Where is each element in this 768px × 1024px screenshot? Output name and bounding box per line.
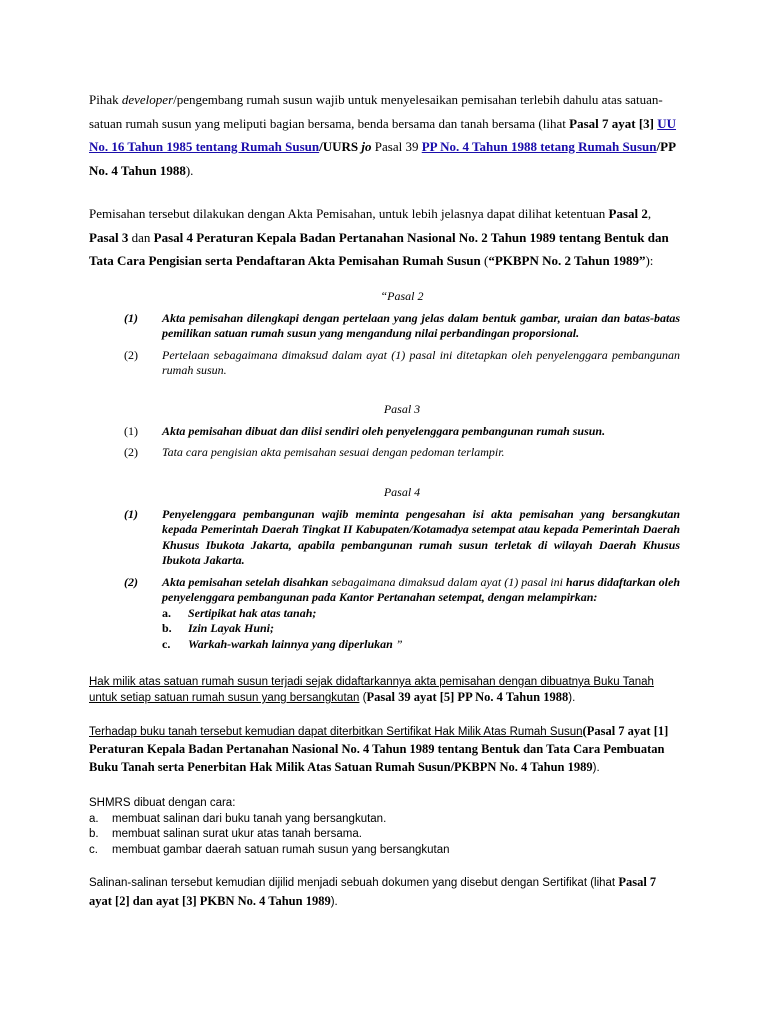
pasal-2-title: “Pasal 2 [380, 289, 424, 303]
salinan-paragraph: Salinan-salinan tersebut kemudian dijilid menjadi sebuah dokumen yang disebut dengan Sertifikat (lihat Pasal 7 ayat [2] dan ayat [3] PKBN No. 4 Tahun 1989). [89, 875, 657, 908]
pasal-2-block [124, 289, 680, 385]
pasal-3-item-2: (2) Tata cara pengisian akta pemisahan sesuai dengan pedoman terlampir. [124, 445, 505, 459]
intro-paragraph: Pihak developer/pengembang rumah susun wajib untuk menyelesaikan pemisahan terlebih dahulu atas satuan-satuan rumah susun yang meliputi bagian bersama, benda bersama dan tanah bersama (lihat Pasal 7 ayat [3] UU No. 16 Tahun 1985 tentang Rumah Susun/UURS jo Pasal 39 PP No. 4 Tahun 1988 tetang Rumah Susun/PP No. 4 Tahun 1988). [89, 92, 677, 178]
pasal-3-item-1: (1) Akta pemisahan dibuat dan diisi sendiri oleh penyelenggara pembangunan rumah susun. [124, 423, 606, 438]
pasal-4-sub-b: b. Izin Layak Huni; [162, 621, 275, 635]
pasal-4-block [124, 485, 680, 658]
uu-16-1985-link[interactable]: UU No. 16 Tahun 1985 tentang Rumah Susun [89, 115, 677, 154]
shmrs-item-a: a. membuat salinan dari buku tanah yang bersangkutan. [89, 812, 387, 825]
pasal-2-item-1: (1) Akta pemisahan dilengkapi dengan pertelaan yang jelas dalam bentuk gambar, uraian dan batas-batas pemilikan satuan rumah susun yang mengandung nilai perbandingan proporsional. [124, 310, 680, 340]
pasal-2-item-2: (2) Pertelaan sebagaimana dimaksud dalam ayat (1) pasal ini ditetapkan oleh penyelenggara pembangunan rumah susun. [124, 347, 680, 377]
pasal-3-block [124, 402, 680, 467]
pasal-4-sub-c: c. Warkah-warkah lainnya yang diperlukan ” [162, 636, 403, 651]
pasal-4-item-2: (2) Akta pemisahan setelah disahkan sebagaimana dimaksud dalam ayat (1) pasal ini harus didaftarkan oleh penyelenggara pembangunan pada Kantor Pertanahan setempat, dengan melampirkan: a. Sertipikat hak atas tanah; b. Izin Layak Huni; c. Warkah-warkah lainnya yang diperlukan ” [124, 574, 680, 651]
shmrs-list [89, 796, 680, 858]
pasal-4-sub-a: a. Sertipikat hak atas tanah; [162, 605, 317, 620]
pasal-3-title: Pasal 3 [383, 402, 421, 416]
pasal-4-title: Pasal 4 [383, 485, 421, 499]
shmrs-item-c: c. membuat gambar daerah satuan rumah susun yang bersangkutan [89, 843, 450, 856]
pasal-4-item-1: (1) Penyelenggara pembangunan wajib meminta pengesahan isi akta pemisahan yang bersangkutan kepada Pemerintah Daerah Tingkat II Kabupaten/Kotamadya setempat atau kepada Pemerintah Daerah Khusus Ibukota Jakarta, apabila pembangunan rumah susun terletak di wilayah Daerah Khusus Ibukota Jakarta. [124, 506, 680, 567]
pp-4-1988-link[interactable]: PP No. 4 Tahun 1988 tetang Rumah Susun [421, 139, 657, 154]
hak-milik-paragraph: Hak milik atas satuan rumah susun terjadi sejak didaftarkannya akta pemisahan dengan dibuatnya Buku Tanah untuk setiap satuan rumah susun yang bersangkutan (Pasal 39 ayat [5] PP No. 4 Tahun 1988). [89, 676, 654, 704]
terhadap-paragraph: Terhadap buku tanah tersebut kemudian dapat diterbitkan Sertifikat Hak Milik Atas Rumah Susun(Pasal 7 ayat [1] Peraturan Kepala Badan Pertanahan Nasional No. 4 Tahun 1989 tentang Bentuk dan Tata Cara Pembuatan Buku Tanah serta Penerbitan Hak Milik Atas Satuan Rumah Susun/PKBPN No. 4 Tahun 1989). [89, 724, 669, 774]
shmrs-item-b: b. membuat salinan surat ukur atas tanah bersama. [89, 828, 362, 840]
pemisahan-paragraph: Pemisahan tersebut dilakukan dengan Akta Pemisahan, untuk lebih jelasnya dapat dilihat ketentuan Pasal 2, Pasal 3 dan Pasal 4 Peraturan Kepala Badan Pertanahan Nasional No. 2 Tahun 1989 tentang Bentuk dan Tata Cara Pengisian serta Pendaftaran Akta Pemisahan Rumah Susun (“PKBPN No. 2 Tahun 1989”): [89, 206, 669, 268]
shmrs-intro: SHMRS dibuat dengan cara: [89, 797, 236, 809]
